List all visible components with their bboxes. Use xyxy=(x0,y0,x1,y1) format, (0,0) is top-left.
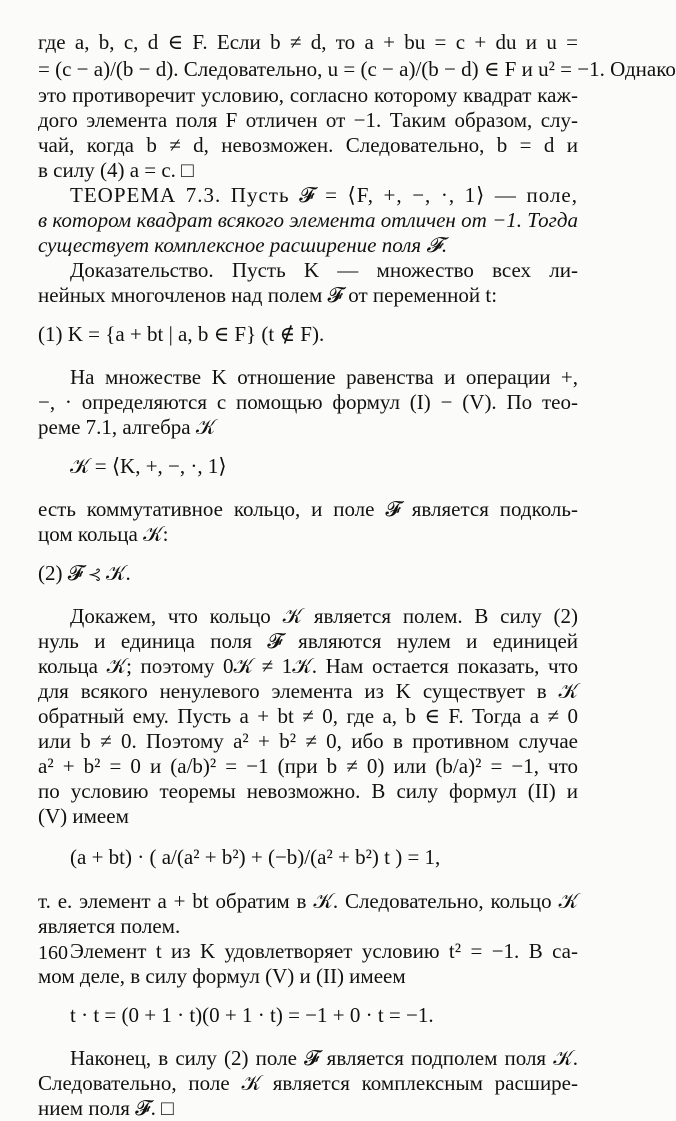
text-line: Следовательно, поле 𝒦 является комплексным расшире- xyxy=(38,1071,578,1095)
text-line: нием поля 𝓕. □ xyxy=(38,1096,174,1120)
text-line: нуль и единица поля 𝓕 являются нулем и единицей xyxy=(38,629,578,653)
text-line: по условию теоремы невозможно. В силу формул (II) и xyxy=(38,779,578,803)
text-line: для всякого ненулевого элемента из K существует в 𝒦 xyxy=(38,679,578,703)
theorem-heading: ТЕОРЕМА 7.3. Пусть 𝓕 = ⟨F, +, −, ·, 1⟩ — поле, xyxy=(70,183,578,207)
text-line: (V) имеем xyxy=(38,804,129,828)
text-line: это противоречит условию, согласно которому квадрат каж- xyxy=(38,83,578,107)
equation-2: (2) 𝓕 ⊰ 𝒦. xyxy=(38,561,131,585)
theorem-text: в котором квадрат всякого элемента отличен от −1. Тогда xyxy=(38,208,578,232)
text-line: мом деле, в силу формул (V) и (II) имеем xyxy=(38,964,406,988)
text-line: где a, b, c, d ∈ F. Если b ≠ d, то a + bu = c + du и u = xyxy=(38,30,578,54)
text-line: дого элемента поля F отличен от −1. Таким образом, слу- xyxy=(38,108,578,132)
text-line: или b ≠ 0. Поэтому a² + b² ≠ 0, ибо в противном случае xyxy=(38,729,578,753)
equation-algebra: 𝒦 = ⟨K, +, −, ·, 1⟩ xyxy=(70,454,227,478)
text-line: является полем. xyxy=(38,914,181,938)
theorem-text: существует комплексное расширение поля 𝓕. xyxy=(38,233,448,257)
text-line: Наконец, в силу (2) поле 𝓕 является подполем поля 𝒦. xyxy=(70,1046,578,1070)
text-line: Докажем, что кольцо 𝒦 является полем. В силу (2) xyxy=(70,604,578,628)
page-number: 160 xyxy=(38,942,68,964)
equation-inverse: (a + bt) · ( a/(a² + b²) + (−b)/(a² + b²) t ) = 1, xyxy=(70,845,441,869)
text-line: обратный ему. Пусть a + bt ≠ 0, где a, b ∈ F. Тогда a ≠ 0 xyxy=(38,704,578,728)
equation-t-squared: t · t = (0 + 1 · t)(0 + 1 · t) = −1 + 0 · t = −1. xyxy=(70,1003,434,1027)
text-line: Элемент t из K удовлетворяет условию t² = −1. В са- xyxy=(70,939,578,963)
proof-heading: Доказательство. Пусть K — множество всех ли- xyxy=(70,258,578,282)
equation-1: (1) K = {a + bt | a, b ∈ F} (t ∉ F). xyxy=(38,322,325,346)
text-line: кольца 𝒦; поэтому 0𝒦 ≠ 1𝒦. Нам остается показать, что xyxy=(38,654,578,678)
text-line: есть коммутативное кольцо, и поле 𝓕 является подколь- xyxy=(38,497,578,521)
text-line: цом кольца 𝒦: xyxy=(38,522,169,546)
text-line: нейных многочленов над полем 𝓕 от переменной t: xyxy=(38,283,498,307)
text-line: т. е. элемент a + bt обратим в 𝒦. Следовательно, кольцо 𝒦 xyxy=(38,889,578,913)
text-line: = (c − a)/(b − d). Следовательно, u = (c − a)/(b − d) ∈ F и u² = −1. Однако xyxy=(38,57,676,81)
text-line: реме 7.1, алгебра 𝒦 xyxy=(38,415,216,439)
text-line: −, · определяются с помощью формул (I) − (V). По тео- xyxy=(38,390,578,414)
text-line: На множестве K отношение равенства и операции +, xyxy=(70,365,578,389)
text-line: в силу (4) a = c. □ xyxy=(38,158,194,182)
text-line: a² + b² = 0 и (a/b)² = −1 (при b ≠ 0) или (b/a)² = −1, что xyxy=(38,754,578,778)
text-line: чай, когда b ≠ d, невозможен. Следовательно, b = d и xyxy=(38,133,578,157)
